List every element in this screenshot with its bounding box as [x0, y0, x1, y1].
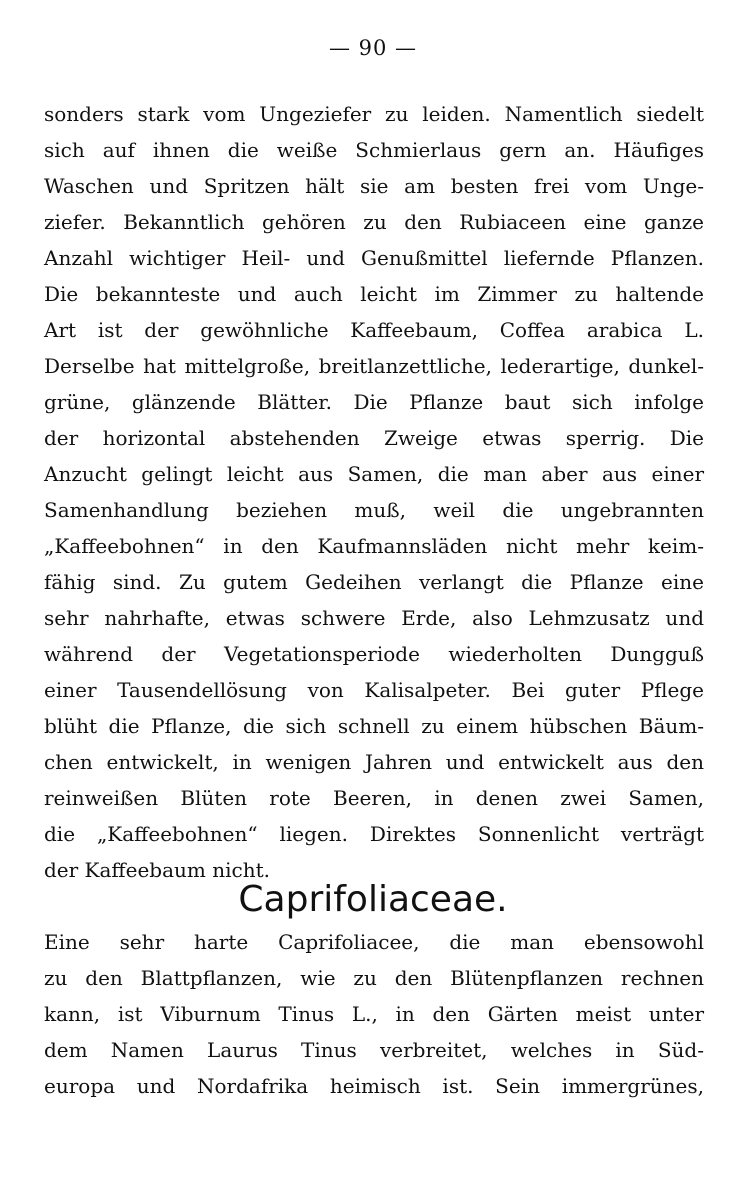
text-line: fähig sind. Zu gutem Gedeihen verlangt die Pflanze eine — [44, 570, 704, 594]
text-line: grüne, glänzende Blätter. Die Pflanze baut sich infolge — [44, 390, 704, 414]
text-line: Art ist der gewöhnliche Kaffeebaum, Coffea arabica L. — [44, 318, 704, 342]
section-heading: Caprifoliaceae. — [238, 879, 508, 920]
text-line: blüht die Pflanze, die sich schnell zu einem hübschen Bäum- — [44, 714, 704, 738]
text-line: einer Tausendellösung von Kalisalpeter. Bei guter Pflege — [44, 678, 704, 702]
text-line: sonders stark vom Ungeziefer zu leiden. Namentlich siedelt — [44, 102, 704, 126]
text-line: die „Kaffeebohnen“ liegen. Direktes Sonnenlicht verträgt — [44, 822, 704, 846]
text-line: Derselbe hat mittelgroße, breitlanzettliche, lederartige, dunkel- — [44, 354, 704, 378]
text-line: „Kaffeebohnen“ in den Kaufmannsläden nicht mehr keim- — [44, 534, 704, 558]
text-line: ziefer. Bekanntlich gehören zu den Rubiaceen eine ganze — [44, 210, 704, 234]
paragraph-caprifoliaceae — [44, 924, 704, 1104]
text-line: der Kaffeebaum nicht. — [44, 858, 270, 882]
text-line: Die bekannteste und auch leicht im Zimmer zu haltende — [44, 282, 704, 306]
text-line: dem Namen Laurus Tinus verbreitet, welches in Süd- — [44, 1038, 704, 1062]
text-line: sich auf ihnen die weiße Schmierlaus gern an. Häufiges — [44, 138, 704, 162]
text-line: zu den Blattpflanzen, wie zu den Blütenpflanzen rechnen — [44, 966, 704, 990]
text-line: Anzahl wichtiger Heil- und Genußmittel liefernde Pflanzen. — [44, 246, 704, 270]
text-line: sehr nahrhafte, etwas schwere Erde, also Lehmzusatz und — [44, 606, 704, 630]
text-line: kann, ist Viburnum Tinus L., in den Gärten meist unter — [44, 1002, 704, 1026]
text-line: Eine sehr harte Caprifoliacee, die man ebensowohl — [44, 930, 704, 954]
text-line: reinweißen Blüten rote Beeren, in denen zwei Samen, — [44, 786, 704, 810]
text-line: der horizontal abstehenden Zweige etwas sperrig. Die — [44, 426, 704, 450]
text-line: Samenhandlung beziehen muß, weil die ungebrannten — [44, 498, 704, 522]
text-line: Waschen und Spritzen hält sie am besten frei vom Unge- — [44, 174, 704, 198]
paragraph-rubiaceae — [44, 96, 704, 888]
text-line: chen entwickelt, in wenigen Jahren und entwickelt aus den — [44, 750, 704, 774]
page-number: — 90 — — [328, 36, 418, 60]
text-line: europa und Nordafrika heimisch ist. Sein immergrünes, — [44, 1074, 704, 1098]
text-line: während der Vegetationsperiode wiederholten Dungguß — [44, 642, 704, 666]
text-line: Anzucht gelingt leicht aus Samen, die man aber aus einer — [44, 462, 704, 486]
